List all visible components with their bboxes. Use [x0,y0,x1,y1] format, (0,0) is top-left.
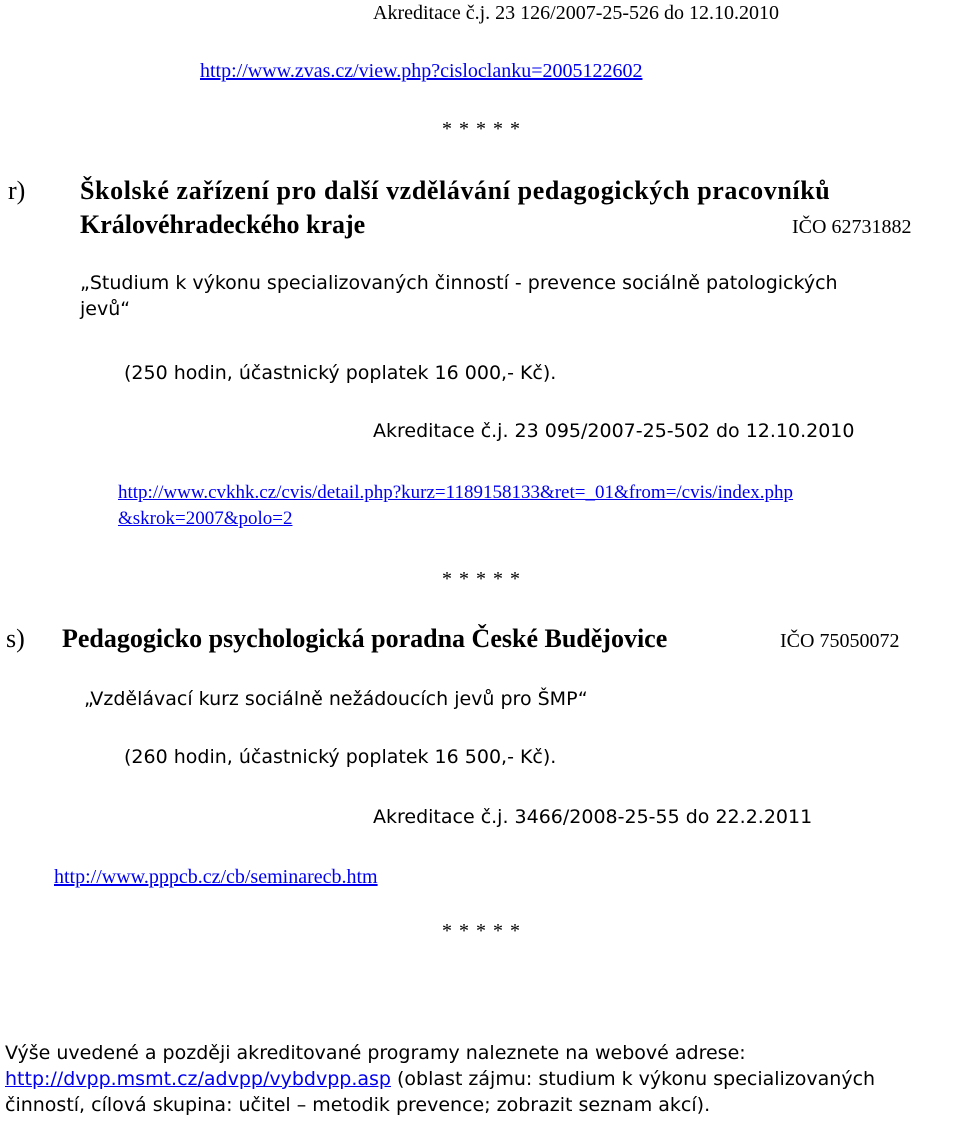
separator-stars: * * * * * [442,920,521,942]
course-title: „Studium k výkonu specializovaných činností - prevence sociálně patologických [80,272,838,294]
ico-number: IČO 62731882 [792,216,912,238]
footer-paragraph [5,1040,950,1118]
footer-text: Výše uvedené a později akreditované programy naleznete na webové adrese: [5,1042,746,1064]
cvkhk-link[interactable]: http://www.cvkhk.cz/cvis/detail.php?kurz=1189158133&ret=_01&from=/cvis/index.php [118,482,794,503]
course-details: (260 hodin, účastnický poplatek 16 500,- Kč). [124,746,557,768]
ico-number: IČO 75050072 [780,630,900,652]
course-details: (250 hodin, účastnický poplatek 16 000,- Kč). [124,362,557,384]
institution-title: Pedagogicko psychologická poradna České Budějovice [62,624,668,653]
course-title-line2: jevů“ [80,298,131,320]
separator-stars: * * * * * [442,568,521,590]
zvas-link[interactable]: http://www.zvas.cz/view.php?cisloclanku=2005122602 [200,60,643,82]
cvkhk-link-continued[interactable]: &skrok=2007&polo=2 [118,508,293,529]
accreditation-text: Akreditace č.j. 23 095/2007-25-502 do 12.10.2010 [373,420,855,442]
accreditation-text: Akreditace č.j. 3466/2008-25-55 do 22.2.2011 [373,806,813,828]
dvpp-link[interactable]: http://dvpp.msmt.cz/advpp/vybdvpp.asp [5,1068,391,1090]
section-letter: r) [8,176,26,205]
footer-text-end: činností, cílová skupina: učitel – metodik prevence; zobrazit seznam akcí). [5,1094,711,1116]
footer-text-continued: (oblast zájmu: studium k výkonu specializovaných [390,1068,876,1090]
accreditation-text: Akreditace č.j. 23 126/2007-25-526 do 12.10.2010 [373,2,780,24]
pppcb-link[interactable]: http://www.pppcb.cz/cb/seminarecb.htm [54,866,378,888]
course-title: „Vzdělávací kurz sociálně nežádoucích jevů pro ŠMP“ [84,688,588,710]
institution-title-line2: Královéhradeckého kraje [80,210,366,239]
institution-title: Školské zařízení pro další vzdělávání pedagogických pracovníků [80,176,831,205]
separator-stars: * * * * * [442,118,521,140]
section-letter: s) [6,624,25,653]
